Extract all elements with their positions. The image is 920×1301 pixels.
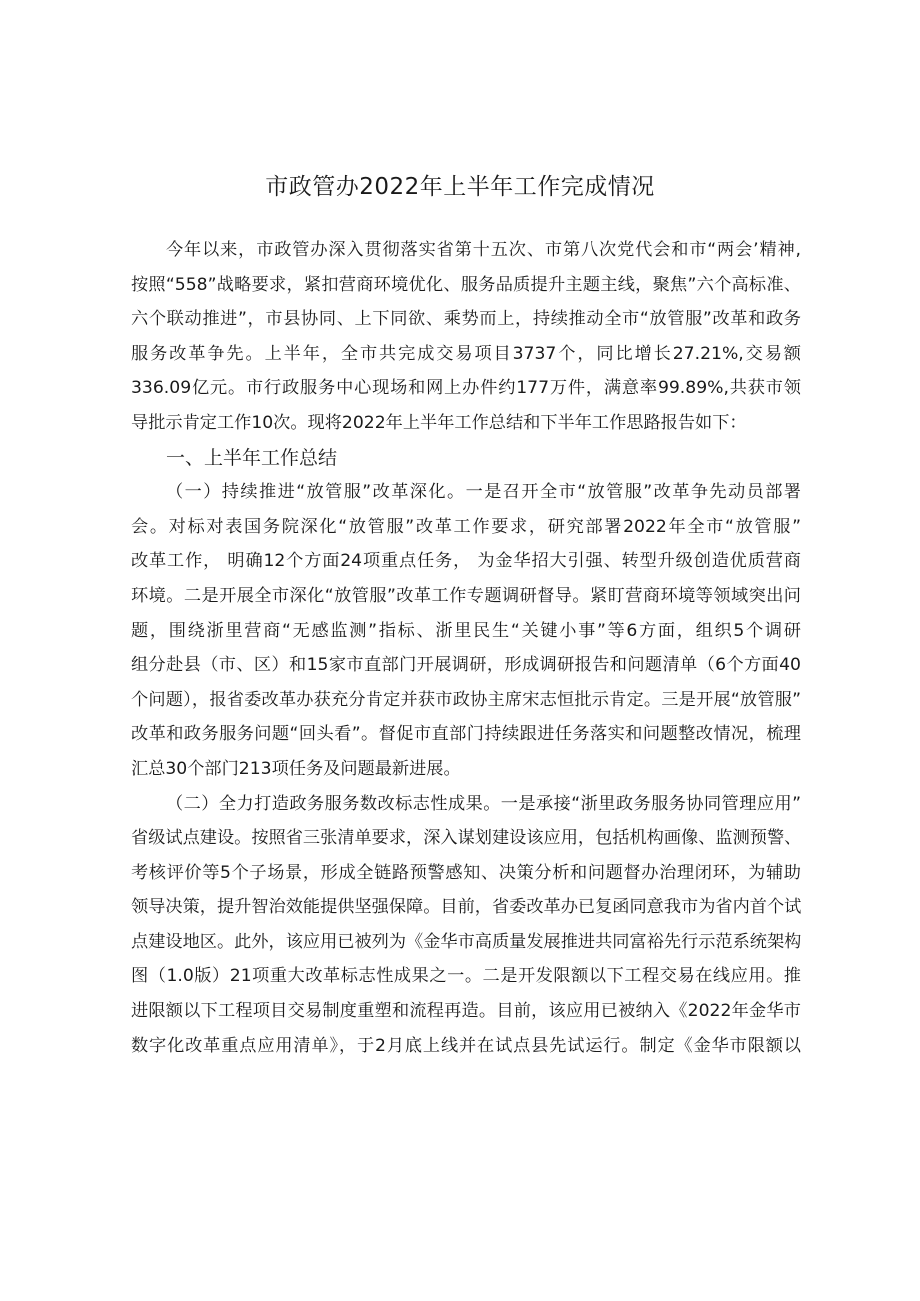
text-line: 组分赴县（市、区）和15家市直部门开展调研，形成调研报告和问题清单（6个方面40 [131,655,801,676]
text-line: 领导决策，提升智治效能提供坚强保障。目前，省委改革办已复函同意我市为省内首个试 [131,897,801,918]
text-line: 会。对标对表国务院深化“放管服”改革工作要求，研究部署2022年全市“放管服” [131,516,801,537]
text-line: 环境。二是开展全市深化“放管服”改革工作专题调研督导。紧盯营商环境等领域突出问 [131,585,801,606]
text-line: 考核评价等5个子场景，形成全链路预警感知、决策分析和问题督办治理闭环，为辅助 [131,862,801,883]
text-line: 进限额以下工程项目交易制度重塑和流程再造。目前，该应用已被纳入《2022年金华市 [131,1001,801,1022]
text-line: 改革和政务服务问题“回头看”。督促市直部门持续跟进任务落实和问题整改情况，梳理 [131,724,801,745]
text-line: 按照“558”战略要求，紧扣营商环境优化、服务品质提升主题主线，聚焦”六个高标准、 [131,274,801,295]
paragraph-2 [131,787,801,1064]
text-line: 省级试点建设。按照省三张清单要求，深入谋划建设该应用，包括机构画像、监测预警、 [131,828,801,849]
document-title: 市政管办2022年上半年工作完成情况 [265,174,655,200]
text-line: 336.09亿元。市行政服务中心现场和网上办件约177万件，满意率99.89%,共获市领 [131,378,801,399]
text-line: 六个联动推进”，市县协同、上下同欲、乘势而上，持续推动全市“放管服”改革和政务 [131,309,801,330]
paragraph-1 [131,475,801,786]
text-line: 汇总30个部门213项任务及问题最新进展。 [131,758,461,779]
text-line: 点建设地区。此外，该应用已被列为《金华市高质量发展推进共同富裕先行示范系统架构 [131,931,801,952]
text-line: 服务改革争先。上半年，全市共完成交易项目3737个，同比增长27.21%,交易额 [131,343,801,364]
section-heading: 一、上半年工作总结 [166,446,338,469]
text-line: 个问题），报省委改革办获充分肯定并获市政协主席宋志恒批示肯定。三是开展“放管服” [131,689,801,710]
text-line: 题，围绕浙里营商“无感监测”指标、浙里民生“关键小事”等6方面，组织5个调研 [131,620,801,641]
document-body [131,233,801,1063]
text-line: 今年以来，市政管办深入贯彻落实省第十五次、市第八次党代会和市“两会’精神, [166,240,801,260]
text-line: （二）全力打造政务服务数改标志性成果。一是承接“浙里政务服务协同管理应用” [166,793,801,814]
text-line: 改革工作， 明确12个方面24项重点任务， 为金华招大引强、转型升级创造优质营商 [131,551,801,572]
text-line: 图（1.0版）21项重大改革标志性成果之一。二是开发限额以下工程交易在线应用。推 [131,966,801,987]
intro-paragraph [131,233,801,441]
text-line: （一）持续推进“放管服”改革深化。一是召开全市“放管服”改革争先动员部署 [166,482,801,503]
text-line: 数字化改革重点应用清单》，于2月底上线并在试点县先试运行。制定《金华市限额以 [131,1035,801,1056]
text-line: 导批示肯定工作10次。现将2022年上半年工作总结和下半年工作思路报告如下： [131,412,747,433]
